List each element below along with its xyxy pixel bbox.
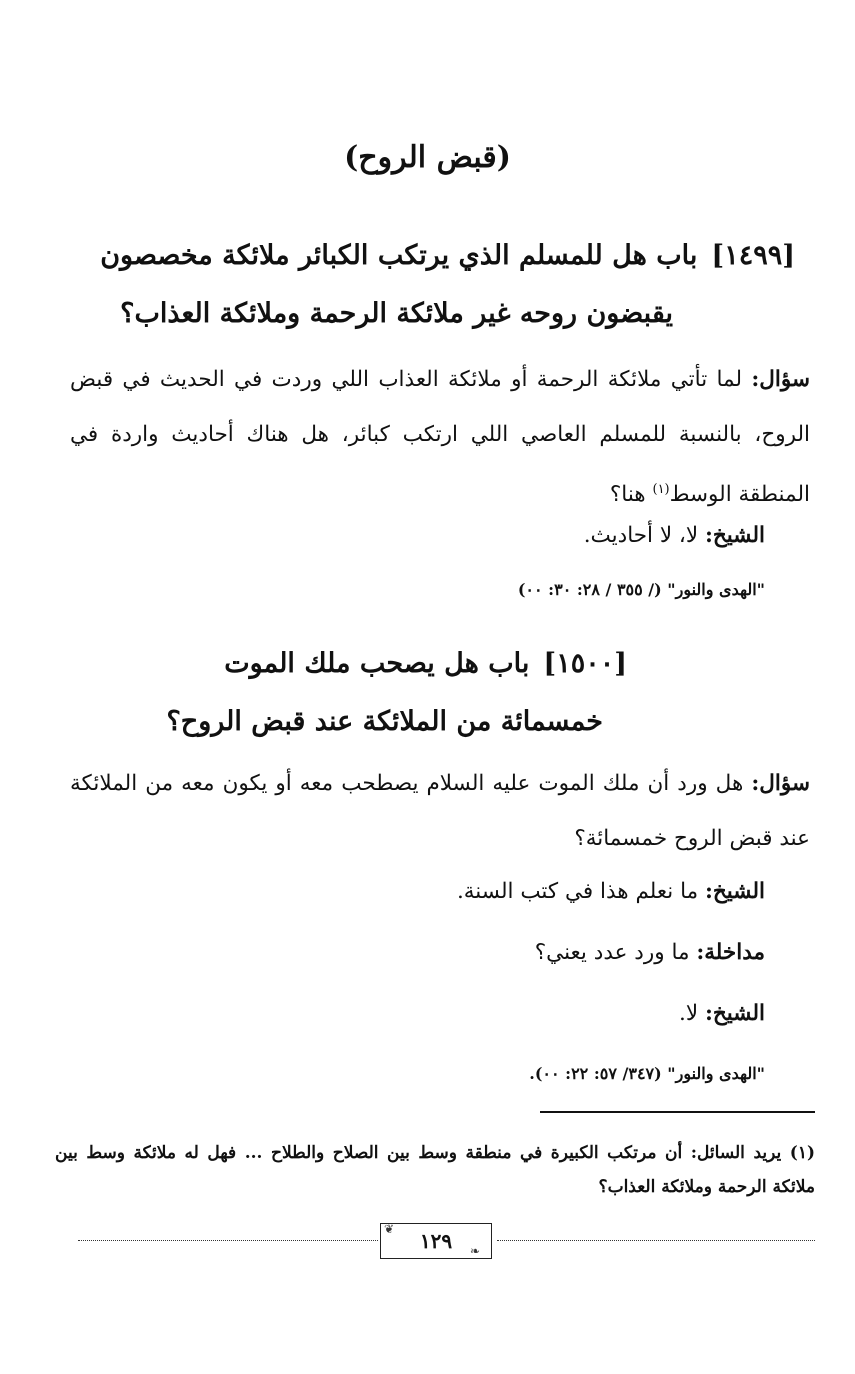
section-title-line1: باب هل يصحب ملك الموت (224, 648, 530, 679)
answer-line (679, 994, 765, 1034)
answer-text: لا. (679, 1001, 705, 1026)
speaker-label: الشيخ: (704, 879, 765, 904)
answer-text: ما نعلم هذا في كتب السنة. (456, 879, 705, 904)
question-text: لما تأتي ملائكة الرحمة أو ملائكة العذاب اللي وردت في الحديث في قبض الروح، بالنسبة للمسلم العاصي اللي ارتكب كبائر، هل هناك أحاديث واردة في المنطقة الوسط (70, 367, 810, 508)
question-text: هل ورد أن ملك الموت عليه السلام يصطحب معه أو يكون معه من الملائكة عند قبض الروح خمسمائة؟ (70, 771, 810, 851)
speaker-label: الشيخ: (704, 523, 765, 548)
chapter-title: (قبض الروح) (344, 140, 511, 175)
footnote-divider (540, 1111, 815, 1113)
footer-dotted-rule (497, 1240, 815, 1241)
section-number: [١٤٩٩] (711, 240, 795, 271)
speaker-label: الشيخ: (704, 1001, 765, 1026)
ornament-icon: ❧ (470, 1244, 481, 1258)
question-label: سؤال: (751, 771, 811, 796)
question-paragraph (70, 756, 810, 866)
answer-line (584, 516, 765, 556)
question-label: سؤال: (751, 367, 811, 392)
footnote-marker[interactable]: (١) (652, 482, 670, 497)
source-citation: "الهدى والنور" (/ ٣٥٥ / ٢٨: ٣٠: ٠٠) (517, 580, 765, 599)
section-1500-heading (224, 635, 627, 693)
answer-line (535, 933, 765, 973)
ornament-icon: ❦ (384, 1222, 395, 1236)
answer-line (457, 872, 765, 912)
answer-text: ما ورد عدد يعني؟ (534, 940, 697, 965)
section-1500-heading-line2: خمسمائة من الملائكة عند قبض الروح؟ (166, 706, 603, 737)
page-number: ١٢٩ (380, 1223, 492, 1259)
speaker-label: مداخلة: (696, 940, 765, 965)
source-citation: "الهدى والنور" (٣٤٧/ ٥٧: ٢٢: ٠٠). (529, 1064, 765, 1083)
answer-text: لا، لا أحاديث. (583, 523, 705, 548)
section-number: [١٥٠٠] (543, 648, 627, 679)
section-title-line1: باب هل للمسلم الذي يرتكب الكبائر ملائكة مخصصون (100, 240, 698, 271)
footer-dotted-rule (78, 1240, 378, 1241)
footnote: (١) يريد السائل: أن مرتكب الكبيرة في منطقة وسط بين الصلاح والطلاح ... فهل له ملائكة وسط بين ملائكة الرحمة وملائكة العذاب؟ (55, 1143, 815, 1197)
question-text-end: هنا؟ (609, 482, 653, 508)
section-1499-heading (100, 227, 795, 285)
question-paragraph (70, 352, 810, 522)
section-1499-heading-line2: يقبضون روحه غير ملائكة الرحمة وملائكة العذاب؟ (120, 298, 673, 329)
